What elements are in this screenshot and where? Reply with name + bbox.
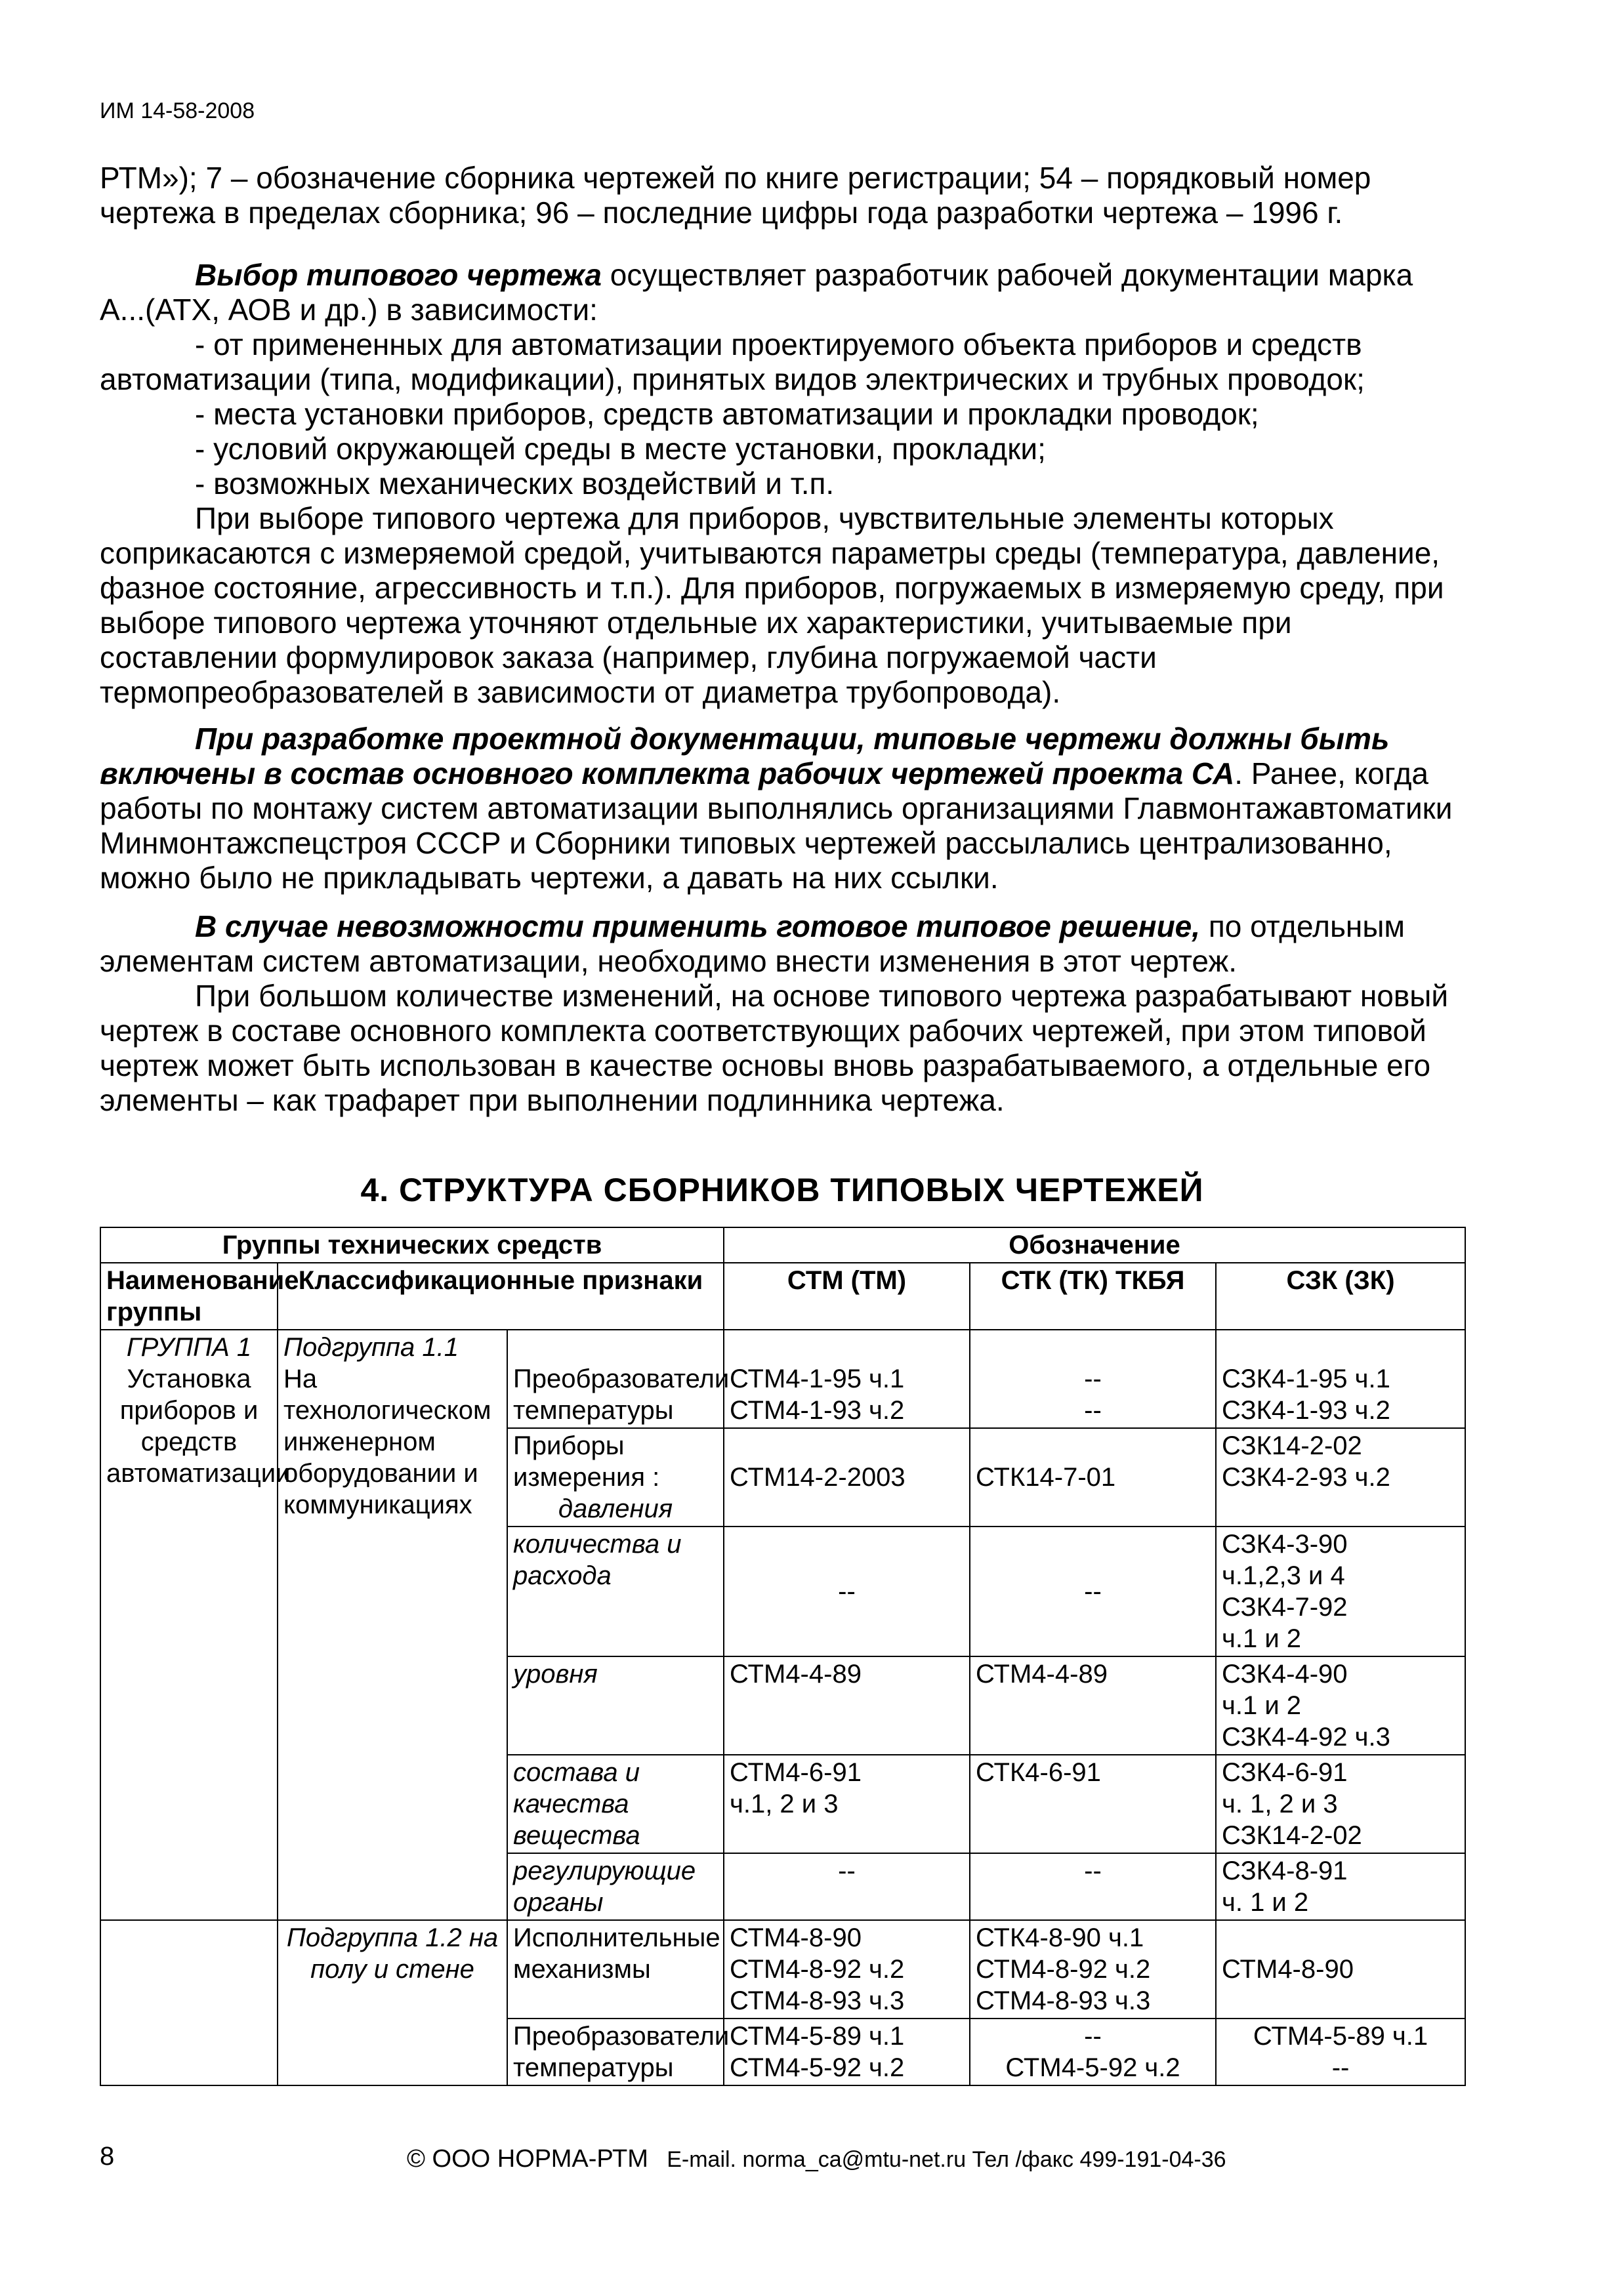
- stm-cell: СТМ4-8-90 СТМ4-8-92 ч.2 СТМ4-8-93 ч.3: [724, 1920, 970, 2019]
- stm-cell: --: [724, 1527, 970, 1656]
- header-class: Классификационные признаки: [278, 1263, 724, 1330]
- group-label: ГРУППА 1: [126, 1333, 252, 1362]
- dash-item: - возможных механических воздействий и т.п.: [195, 466, 835, 501]
- table-row: [100, 1330, 1465, 1428]
- header-designation: Обозначение: [724, 1227, 1465, 1263]
- body-text: [100, 161, 1465, 230]
- feature-cell: уровня: [507, 1656, 724, 1755]
- paragraph: [100, 909, 1465, 979]
- dash-item: - условий окружающей среды в месте установки, прокладки;: [195, 432, 1046, 466]
- document-code: ИМ 14-58-2008: [100, 98, 255, 123]
- body-text: [100, 258, 1465, 710]
- paragraph-selection: [100, 258, 1465, 327]
- subgroup-label: Подгруппа 1.2 на полу и стене: [286, 1923, 499, 1984]
- feature-cell: состава и качества вещества: [507, 1755, 724, 1853]
- feature-cell: Исполнительные механизмы: [507, 1920, 724, 2019]
- section-title: 4. СТРУКТУРА СБОРНИКОВ ТИПОВЫХ ЧЕРТЕЖЕЙ: [360, 1172, 1204, 1208]
- drawings-table: [100, 1227, 1466, 2086]
- table-header-row: [100, 1263, 1465, 1330]
- stm-cell: СТМ14-2-2003: [724, 1428, 970, 1527]
- feature-cell: Преобразователи температуры: [507, 1330, 724, 1428]
- body-text: [100, 909, 1465, 1118]
- szk-cell: СЗК4-3-90 ч.1,2,3 и 4 СЗК4-7-92 ч.1 и 2: [1216, 1527, 1465, 1656]
- szk-cell: СЗК4-4-90 ч.1 и 2 СЗК4-4-92 ч.3: [1216, 1656, 1465, 1755]
- dash-item: - от примененных для автоматизации проектируемого объекта приборов и средств автоматизации (типа, модификации), принятых видов электрических и трубных проводок;: [100, 327, 1365, 396]
- stk-cell: СТК4-6-91: [970, 1755, 1216, 1853]
- emphasis: Выбор типового чертежа: [195, 258, 602, 292]
- text: . Ранее, когда работы по монтажу систем автоматизации выполнялись организациями Главмонтажавтоматики Минмонтажспецстроя СССР и Сборники типовых чертежей рассылались централизованно, можно было не прикладывать чертежи, а давать на них ссылки.: [100, 756, 1453, 895]
- stm-cell: --: [724, 1853, 970, 1920]
- emphasis: При разработке проектной документации, типовые чертежи должны быть включены в состав основного комплекта рабочих чертежей проекта СА: [100, 722, 1390, 790]
- feature-cell: регулирующие органы: [507, 1853, 724, 1920]
- stk-cell: -- СТМ4-5-92 ч.2: [970, 2019, 1216, 2085]
- header-groups: Группы технических средств: [100, 1227, 724, 1263]
- feature-cell: [507, 1428, 724, 1527]
- footer-contact: [407, 2145, 1226, 2173]
- subgroup-cell: [278, 1330, 507, 1920]
- paragraph: РТМ»); 7 – обозначение сборника чертежей по книге регистрации; 54 – порядковый номер: [100, 161, 1371, 195]
- szk-cell: СЗК4-6-91 ч. 1, 2 и 3 СЗК14-2-02: [1216, 1755, 1465, 1853]
- stm-cell: СТМ4-4-89: [724, 1656, 970, 1755]
- group-name: Установка приборов и средств автоматизации: [106, 1364, 291, 1488]
- dash-item: - места установки приборов, средств автоматизации и прокладки проводок;: [195, 397, 1259, 431]
- group-cell: [100, 1920, 278, 2085]
- header-name: Наименование группы: [100, 1263, 278, 1330]
- header-stk: СТК (ТК) ТКБЯ: [970, 1263, 1216, 1330]
- paragraph: При большом количестве изменений, на основе типового чертежа разрабатывают новый чертеж в составе основного комплекта соответствующих рабочих чертежей, при этом типовой чертеж может быть использован в качестве основы вновь разрабатываемого, а отдельные его элементы – как трафарет при выполнении подлинника чертежа.: [100, 979, 1449, 1117]
- stk-cell: СТМ4-4-89: [970, 1656, 1216, 1755]
- stk-cell: СТК14-7-01: [970, 1428, 1216, 1527]
- feature-text: Приборы измерения :: [513, 1431, 660, 1492]
- szk-cell: СЗК4-8-91 ч. 1 и 2: [1216, 1853, 1465, 1920]
- subgroup-label: Подгруппа 1.1: [283, 1333, 459, 1362]
- stm-cell: СТМ4-6-91 ч.1, 2 и 3: [724, 1755, 970, 1853]
- feature-cell: количества и расхода: [507, 1527, 724, 1656]
- stk-cell: --: [970, 1853, 1216, 1920]
- stk-cell: -- --: [970, 1330, 1216, 1428]
- table-header-row: [100, 1227, 1465, 1263]
- emphasis: В случае невозможности применить готовое типовое решение,: [195, 909, 1201, 943]
- body-text: [100, 722, 1465, 895]
- szk-cell: СЗК14-2-02 СЗК4-2-93 ч.2: [1216, 1428, 1465, 1527]
- szk-cell: СТМ4-5-89 ч.1 --: [1216, 2019, 1465, 2085]
- page-number: 8: [100, 2142, 115, 2171]
- stm-cell: СТМ4-5-89 ч.1 СТМ4-5-92 ч.2: [724, 2019, 970, 2085]
- header-szk: СЗК (ЗК): [1216, 1263, 1465, 1330]
- table-row: [100, 1920, 1465, 2019]
- text: осуществляет разработчик рабочей документации марка А...(АТХ, АОВ и др.) в зависимости:: [100, 258, 1413, 327]
- copyright: © ООО НОРМА-РТМ: [407, 2145, 648, 2173]
- paragraph: При выборе типового чертежа для приборов, чувствительные элементы которых соприкасаются с измеряемой средой, учитываются параметры среды (температура, давление, фазное состояние, агрессивность и т.п.). Для приборов, погружаемых в измеряемую среду, при выборе типового чертежа уточняют отдельные их характеристики, учитываемые при составлении формулировок заказа (например, глубина погружаемой части термопреобразователей в зависимости от диаметра трубопровода).: [100, 501, 1444, 709]
- paragraph: чертежа в пределах сборника; 96 – последние цифры года разработки чертежа – 1996 г.: [100, 195, 1343, 230]
- stm-cell: СТМ4-1-95 ч.1 СТМ4-1-93 ч.2: [724, 1330, 970, 1428]
- feature-cell: Преобразователи температуры: [507, 2019, 724, 2085]
- subgroup-name: На технологическом инженерном оборудовании и коммуникациях: [283, 1364, 491, 1519]
- paragraph: [100, 722, 1465, 895]
- szk-cell: СЗК4-1-95 ч.1 СЗК4-1-93 ч.2: [1216, 1330, 1465, 1428]
- header-stm: СТМ (ТМ): [724, 1263, 970, 1330]
- szk-cell: СТМ4-8-90: [1216, 1920, 1465, 2019]
- stk-cell: --: [970, 1527, 1216, 1656]
- contact-info: E-mail. norma_ca@mtu-net.ru Тел /факс 499-191-04-36: [667, 2147, 1226, 2172]
- text: по отдельным элементам систем автоматизации, необходимо внести изменения в этот чертеж.: [100, 909, 1405, 978]
- subgroup-cell: [278, 1920, 507, 2085]
- feature-sub: давления: [558, 1494, 673, 1523]
- stk-cell: СТК4-8-90 ч.1 СТМ4-8-92 ч.2 СТМ4-8-93 ч.3: [970, 1920, 1216, 2019]
- group-cell: [100, 1330, 291, 1920]
